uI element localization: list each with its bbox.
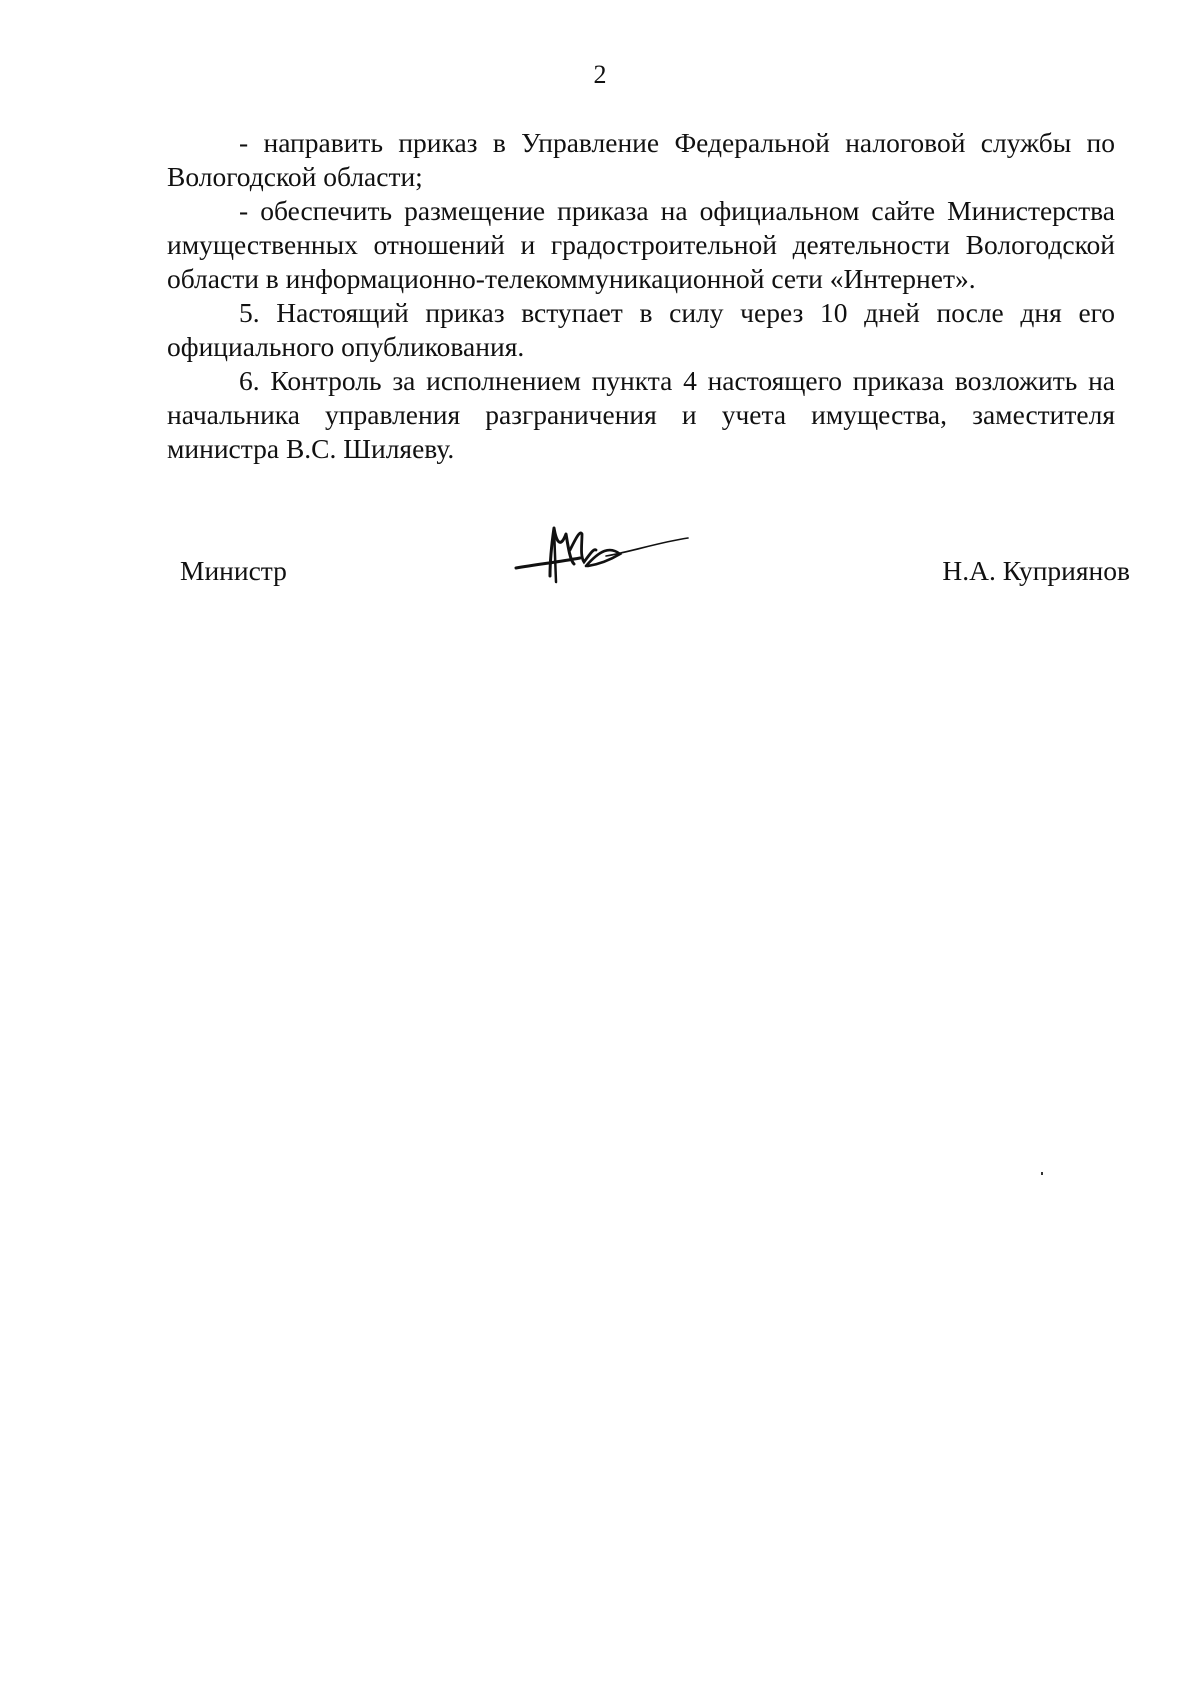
handwritten-signature-icon — [510, 520, 690, 590]
page-number: 2 — [593, 60, 607, 89]
paragraph-send-order: - направить приказ в Управление Федеральной налоговой службы по Вологодской области; — [167, 127, 1115, 192]
document-body — [167, 126, 1115, 466]
paragraph-control: 6. Контроль за исполнением пункта 4 настоящего приказа возложить на начальника управления разграничения и учета имущества, заместителя министра В.С. Шиляеву. — [167, 365, 1115, 464]
scan-speck — [1041, 1172, 1043, 1175]
paragraph-effective-date: 5. Настоящий приказ вступает в силу через 10 дней после дня его официального опубликования. — [167, 297, 1115, 362]
signatory-title: Министр — [180, 555, 287, 586]
paragraph-publish-order: - обеспечить размещение приказа на официальном сайте Министерства имущественных отношений и градостроительной деятельности Вологодской области в информационно-телекоммуникационной сети «Интернет». — [167, 195, 1115, 294]
signature-block — [0, 520, 1200, 600]
signatory-name: Н.А. Куприянов — [942, 555, 1130, 586]
